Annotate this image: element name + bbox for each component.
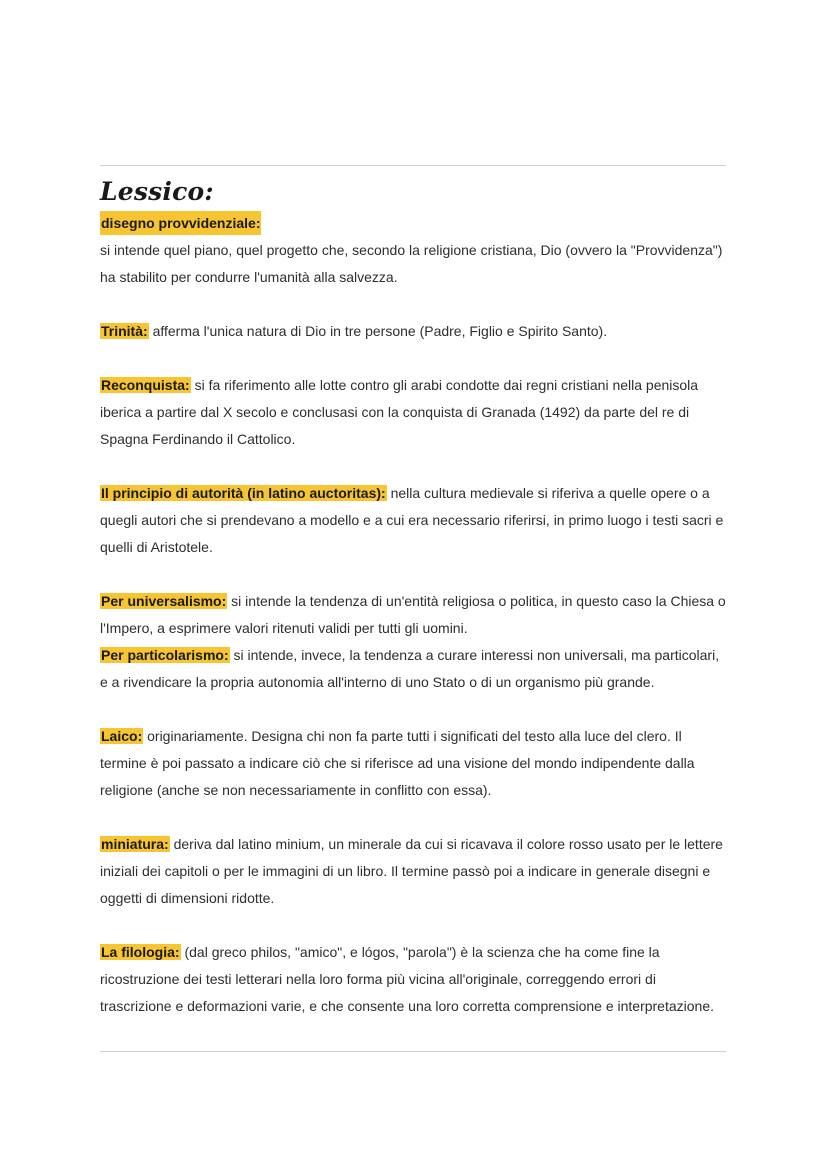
definition-text: si intende la tendenza di un'entità religiosa o politica, in questo caso la Chiesa o l'Impero, a esprimere valori ritenuti validi per tutti gli uomini. bbox=[100, 593, 726, 636]
term-highlight: Per universalismo: bbox=[101, 593, 227, 609]
definition-text: si fa riferimento alle lotte contro gli arabi condotte dai regni cristiani nella penisola iberica a partire dal X secolo e conclusasi con la conquista di Granada (1492) da parte del re di Spagna Ferdinando il Cattolico. bbox=[100, 377, 699, 447]
top-divider bbox=[100, 165, 726, 166]
page-title: Lessico: bbox=[100, 177, 214, 206]
entry-miniatura bbox=[100, 831, 728, 912]
definition-text: si intende quel piano, quel progetto che, secondo la religione cristiana, Dio (ovvero la "Provvidenza") ha stabilito per condurre l'umanità alla salvezza. bbox=[100, 242, 723, 285]
term-highlight: La filologia: bbox=[101, 944, 180, 960]
entry-disegno-provvidenziale bbox=[100, 210, 728, 291]
term-highlight: miniatura: bbox=[101, 836, 169, 852]
definition-text: nella cultura medievale si riferiva a quelle opere o a quegli autori che si prendevano a modello e a cui era necessario riferirsi, in primo luogo i testi sacri e quelli di Aristotele. bbox=[100, 485, 724, 555]
entry-filologia bbox=[100, 939, 728, 1020]
document-body bbox=[100, 174, 728, 1020]
entry-universalismo bbox=[100, 588, 728, 642]
entry-laico bbox=[100, 723, 728, 804]
term-highlight: Reconquista: bbox=[101, 377, 190, 393]
entry-reconquista bbox=[100, 372, 728, 453]
definition-text: (dal greco philos, "amico", e lógos, "parola") è la scienza che ha come fine la ricostruzione dei testi letterari nella loro forma più vicina all'originale, correggendo errori di trascrizione e deformazioni varie, e che consente una loro corretta comprensione e interpretazione. bbox=[100, 944, 714, 1014]
entry-principio-autorita bbox=[100, 480, 728, 561]
term-highlight: Trinità: bbox=[101, 323, 148, 339]
term-highlight: Per particolarismo: bbox=[101, 647, 229, 663]
term-highlight: disegno provvidenziale: bbox=[100, 211, 261, 235]
term-highlight: Il principio di autorità (in latino auctoritas): bbox=[101, 485, 386, 501]
entry-trinita bbox=[100, 318, 728, 345]
definition-text: afferma l'unica natura di Dio in tre persone (Padre, Figlio e Spirito Santo). bbox=[152, 323, 608, 339]
definition-text: originariamente. Designa chi non fa parte tutti i significati del testo alla luce del clero. Il termine è poi passato a indicare ciò che si riferisce ad una visione del mondo indipendente dalla religione (anche se non necessariamente in conflitto con essa). bbox=[100, 728, 695, 798]
entry-particolarismo bbox=[100, 642, 728, 696]
term-highlight: Laico: bbox=[101, 728, 143, 744]
definition-text: si intende, invece, la tendenza a curare interessi non universali, ma particolari, e a rivendicare la propria autonomia all'interno di uno Stato o di un organismo più grande. bbox=[100, 647, 720, 690]
bottom-divider bbox=[100, 1051, 726, 1052]
definition-text: deriva dal latino minium, un minerale da cui si ricavava il colore rosso usato per le lettere iniziali dei capitoli o per le immagini di un libro. Il termine passò poi a indicare in generale disegni e oggetti di dimensioni ridotte. bbox=[100, 836, 723, 906]
